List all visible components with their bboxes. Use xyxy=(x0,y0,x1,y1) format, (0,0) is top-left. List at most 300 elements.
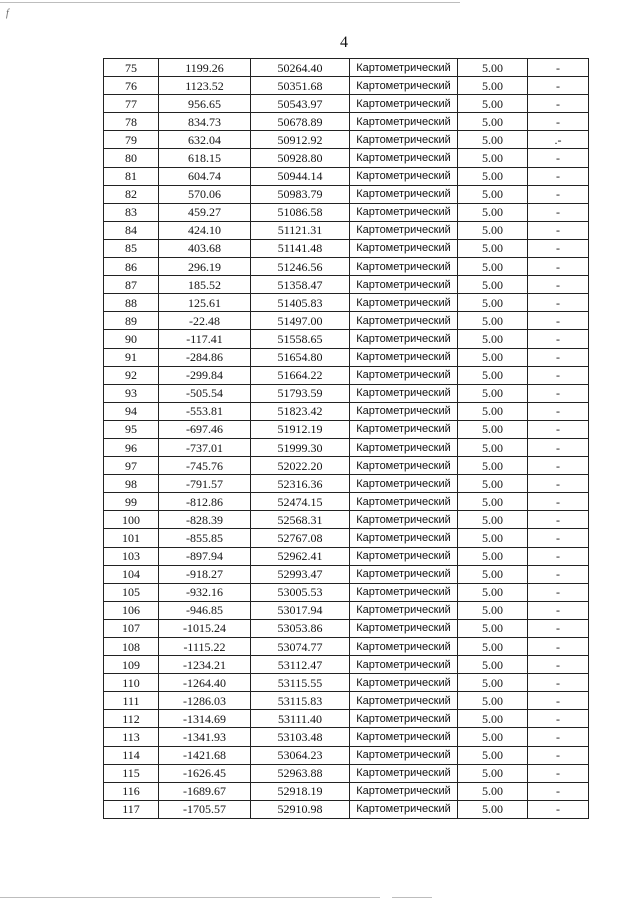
table-row xyxy=(104,276,589,294)
x-coordinate-cell: 618.15 xyxy=(159,149,251,167)
table-row xyxy=(104,692,589,710)
method-cell: Картометрический xyxy=(350,239,458,257)
method-cell: Картометрический xyxy=(350,438,458,456)
x-coordinate-cell: -553.81 xyxy=(159,402,251,420)
y-coordinate-cell: 51358.47 xyxy=(251,276,350,294)
y-coordinate-cell: 52474.15 xyxy=(251,493,350,511)
x-coordinate-cell: -897.94 xyxy=(159,547,251,565)
point-number-cell: 111 xyxy=(104,692,159,710)
table-row xyxy=(104,565,589,583)
accuracy-cell: 5.00 xyxy=(458,511,528,529)
accuracy-cell: 5.00 xyxy=(458,258,528,276)
note-cell: - xyxy=(528,710,589,728)
table-row xyxy=(104,312,589,330)
point-number-cell: 85 xyxy=(104,239,159,257)
point-number-cell: 117 xyxy=(104,800,159,818)
y-coordinate-cell: 53111.40 xyxy=(251,710,350,728)
x-coordinate-cell: -1234.21 xyxy=(159,656,251,674)
table-row xyxy=(104,764,589,782)
note-cell: - xyxy=(528,619,589,637)
accuracy-cell: 5.00 xyxy=(458,185,528,203)
point-number-cell: 96 xyxy=(104,438,159,456)
method-cell: Картометрический xyxy=(350,384,458,402)
table-row xyxy=(104,59,589,77)
accuracy-cell: 5.00 xyxy=(458,764,528,782)
point-number-cell: 113 xyxy=(104,728,159,746)
accuracy-cell: 5.00 xyxy=(458,59,528,77)
x-coordinate-cell: 424.10 xyxy=(159,221,251,239)
accuracy-cell: 5.00 xyxy=(458,493,528,511)
table-row xyxy=(104,203,589,221)
point-number-cell: 87 xyxy=(104,276,159,294)
point-number-cell: 104 xyxy=(104,565,159,583)
method-cell: Картометрический xyxy=(350,601,458,619)
table-row xyxy=(104,638,589,656)
x-coordinate-cell: -1286.03 xyxy=(159,692,251,710)
point-number-cell: 116 xyxy=(104,782,159,800)
note-cell: - xyxy=(528,384,589,402)
x-coordinate-cell: -812.86 xyxy=(159,493,251,511)
point-number-cell: 91 xyxy=(104,348,159,366)
accuracy-cell: 5.00 xyxy=(458,529,528,547)
table-body xyxy=(104,59,589,819)
table-row xyxy=(104,185,589,203)
method-cell: Картометрический xyxy=(350,692,458,710)
y-coordinate-cell: 51793.59 xyxy=(251,384,350,402)
y-coordinate-cell: 51086.58 xyxy=(251,203,350,221)
point-number-cell: 78 xyxy=(104,113,159,131)
table-row xyxy=(104,95,589,113)
table-row xyxy=(104,529,589,547)
table-row xyxy=(104,728,589,746)
point-number-cell: 112 xyxy=(104,710,159,728)
y-coordinate-cell: 52568.31 xyxy=(251,511,350,529)
point-number-cell: 84 xyxy=(104,221,159,239)
method-cell: Картометрический xyxy=(350,131,458,149)
accuracy-cell: 5.00 xyxy=(458,203,528,221)
method-cell: Картометрический xyxy=(350,294,458,312)
table-row xyxy=(104,457,589,475)
note-cell: - xyxy=(528,583,589,601)
bottom-divider xyxy=(0,897,380,898)
table-row xyxy=(104,77,589,95)
x-coordinate-cell: -932.16 xyxy=(159,583,251,601)
note-cell: - xyxy=(528,601,589,619)
point-number-cell: 101 xyxy=(104,529,159,547)
point-number-cell: 103 xyxy=(104,547,159,565)
note-cell: - xyxy=(528,493,589,511)
x-coordinate-cell: -737.01 xyxy=(159,438,251,456)
coordinates-table xyxy=(103,58,589,819)
note-cell: - xyxy=(528,95,589,113)
note-cell: - xyxy=(528,366,589,384)
method-cell: Картометрический xyxy=(350,221,458,239)
x-coordinate-cell: -1689.67 xyxy=(159,782,251,800)
table-row xyxy=(104,384,589,402)
note-cell: - xyxy=(528,167,589,185)
table-row xyxy=(104,221,589,239)
accuracy-cell: 5.00 xyxy=(458,565,528,583)
accuracy-cell: 5.00 xyxy=(458,348,528,366)
method-cell: Картометрический xyxy=(350,529,458,547)
y-coordinate-cell: 52910.98 xyxy=(251,800,350,818)
point-number-cell: 92 xyxy=(104,366,159,384)
table-row xyxy=(104,330,589,348)
x-coordinate-cell: -918.27 xyxy=(159,565,251,583)
y-coordinate-cell: 50351.68 xyxy=(251,77,350,95)
accuracy-cell: 5.00 xyxy=(458,276,528,294)
method-cell: Картометрический xyxy=(350,782,458,800)
method-cell: Картометрический xyxy=(350,511,458,529)
y-coordinate-cell: 52963.88 xyxy=(251,764,350,782)
y-coordinate-cell: 50678.89 xyxy=(251,113,350,131)
y-coordinate-cell: 52918.19 xyxy=(251,782,350,800)
method-cell: Картометрический xyxy=(350,276,458,294)
note-cell: - xyxy=(528,692,589,710)
x-coordinate-cell: 296.19 xyxy=(159,258,251,276)
point-number-cell: 105 xyxy=(104,583,159,601)
note-cell: - xyxy=(528,59,589,77)
x-coordinate-cell: 604.74 xyxy=(159,167,251,185)
method-cell: Картометрический xyxy=(350,113,458,131)
x-coordinate-cell: 632.04 xyxy=(159,131,251,149)
point-number-cell: 110 xyxy=(104,674,159,692)
x-coordinate-cell: -1341.93 xyxy=(159,728,251,746)
accuracy-cell: 5.00 xyxy=(458,384,528,402)
table-row xyxy=(104,402,589,420)
note-cell: - xyxy=(528,276,589,294)
table-row xyxy=(104,656,589,674)
y-coordinate-cell: 51558.65 xyxy=(251,330,350,348)
accuracy-cell: 5.00 xyxy=(458,402,528,420)
y-coordinate-cell: 50928.80 xyxy=(251,149,350,167)
note-cell: - xyxy=(528,475,589,493)
note-cell: - xyxy=(528,312,589,330)
accuracy-cell: 5.00 xyxy=(458,239,528,257)
table-row xyxy=(104,113,589,131)
table-row xyxy=(104,348,589,366)
point-number-cell: 93 xyxy=(104,384,159,402)
table-row xyxy=(104,258,589,276)
accuracy-cell: 5.00 xyxy=(458,601,528,619)
accuracy-cell: 5.00 xyxy=(458,547,528,565)
point-number-cell: 95 xyxy=(104,420,159,438)
y-coordinate-cell: 52022.20 xyxy=(251,457,350,475)
y-coordinate-cell: 51497.00 xyxy=(251,312,350,330)
table-row xyxy=(104,420,589,438)
x-coordinate-cell: -1115.22 xyxy=(159,638,251,656)
note-cell: .- xyxy=(528,131,589,149)
y-coordinate-cell: 50983.79 xyxy=(251,185,350,203)
point-number-cell: 83 xyxy=(104,203,159,221)
x-coordinate-cell: 956.65 xyxy=(159,95,251,113)
point-number-cell: 108 xyxy=(104,638,159,656)
table-row xyxy=(104,438,589,456)
x-coordinate-cell: -1705.57 xyxy=(159,800,251,818)
method-cell: Картометрический xyxy=(350,493,458,511)
note-cell: - xyxy=(528,511,589,529)
point-number-cell: 94 xyxy=(104,402,159,420)
method-cell: Картометрический xyxy=(350,312,458,330)
x-coordinate-cell: -791.57 xyxy=(159,475,251,493)
table-row xyxy=(104,710,589,728)
x-coordinate-cell: 185.52 xyxy=(159,276,251,294)
note-cell: - xyxy=(528,529,589,547)
top-divider xyxy=(0,2,460,3)
point-number-cell: 90 xyxy=(104,330,159,348)
x-coordinate-cell: 570.06 xyxy=(159,185,251,203)
note-cell: - xyxy=(528,674,589,692)
point-number-cell: 77 xyxy=(104,95,159,113)
note-cell: - xyxy=(528,728,589,746)
accuracy-cell: 5.00 xyxy=(458,710,528,728)
note-cell: - xyxy=(528,656,589,674)
note-cell: - xyxy=(528,547,589,565)
accuracy-cell: 5.00 xyxy=(458,656,528,674)
accuracy-cell: 5.00 xyxy=(458,692,528,710)
accuracy-cell: 5.00 xyxy=(458,728,528,746)
y-coordinate-cell: 51246.56 xyxy=(251,258,350,276)
y-coordinate-cell: 53103.48 xyxy=(251,728,350,746)
y-coordinate-cell: 53053.86 xyxy=(251,619,350,637)
method-cell: Картометрический xyxy=(350,710,458,728)
accuracy-cell: 5.00 xyxy=(458,619,528,637)
table-row xyxy=(104,511,589,529)
note-cell: - xyxy=(528,258,589,276)
y-coordinate-cell: 52993.47 xyxy=(251,565,350,583)
y-coordinate-cell: 51121.31 xyxy=(251,221,350,239)
note-cell: - xyxy=(528,457,589,475)
table-row xyxy=(104,800,589,818)
accuracy-cell: 5.00 xyxy=(458,312,528,330)
table-row xyxy=(104,601,589,619)
accuracy-cell: 5.00 xyxy=(458,95,528,113)
point-number-cell: 89 xyxy=(104,312,159,330)
y-coordinate-cell: 51664.22 xyxy=(251,366,350,384)
y-coordinate-cell: 51141.48 xyxy=(251,239,350,257)
point-number-cell: 106 xyxy=(104,601,159,619)
accuracy-cell: 5.00 xyxy=(458,420,528,438)
accuracy-cell: 5.00 xyxy=(458,294,528,312)
table-row xyxy=(104,493,589,511)
x-coordinate-cell: 834.73 xyxy=(159,113,251,131)
x-coordinate-cell: -117.41 xyxy=(159,330,251,348)
method-cell: Картометрический xyxy=(350,77,458,95)
method-cell: Картометрический xyxy=(350,728,458,746)
accuracy-cell: 5.00 xyxy=(458,674,528,692)
x-coordinate-cell: 403.68 xyxy=(159,239,251,257)
accuracy-cell: 5.00 xyxy=(458,149,528,167)
point-number-cell: 81 xyxy=(104,167,159,185)
y-coordinate-cell: 52962.41 xyxy=(251,547,350,565)
method-cell: Картометрический xyxy=(350,619,458,637)
page-number: 4 xyxy=(340,34,348,51)
y-coordinate-cell: 51999.30 xyxy=(251,438,350,456)
x-coordinate-cell: -284.86 xyxy=(159,348,251,366)
accuracy-cell: 5.00 xyxy=(458,475,528,493)
point-number-cell: 79 xyxy=(104,131,159,149)
x-coordinate-cell: -946.85 xyxy=(159,601,251,619)
accuracy-cell: 5.00 xyxy=(458,583,528,601)
note-cell: - xyxy=(528,221,589,239)
note-cell: - xyxy=(528,294,589,312)
y-coordinate-cell: 53017.94 xyxy=(251,601,350,619)
x-coordinate-cell: -1626.45 xyxy=(159,764,251,782)
y-coordinate-cell: 51912.19 xyxy=(251,420,350,438)
accuracy-cell: 5.00 xyxy=(458,221,528,239)
point-number-cell: 99 xyxy=(104,493,159,511)
x-coordinate-cell: 1199.26 xyxy=(159,59,251,77)
point-number-cell: 98 xyxy=(104,475,159,493)
method-cell: Картометрический xyxy=(350,475,458,493)
y-coordinate-cell: 51823.42 xyxy=(251,402,350,420)
note-cell: - xyxy=(528,77,589,95)
x-coordinate-cell: -745.76 xyxy=(159,457,251,475)
table-row xyxy=(104,294,589,312)
y-coordinate-cell: 53074.77 xyxy=(251,638,350,656)
point-number-cell: 100 xyxy=(104,511,159,529)
point-number-cell: 109 xyxy=(104,656,159,674)
table-row xyxy=(104,239,589,257)
method-cell: Картометрический xyxy=(350,59,458,77)
bottom-divider-short xyxy=(392,897,432,898)
table-row xyxy=(104,131,589,149)
point-number-cell: 114 xyxy=(104,746,159,764)
x-coordinate-cell: -1264.40 xyxy=(159,674,251,692)
accuracy-cell: 5.00 xyxy=(458,638,528,656)
accuracy-cell: 5.00 xyxy=(458,457,528,475)
note-cell: - xyxy=(528,402,589,420)
note-cell: - xyxy=(528,420,589,438)
point-number-cell: 82 xyxy=(104,185,159,203)
accuracy-cell: 5.00 xyxy=(458,77,528,95)
note-cell: - xyxy=(528,330,589,348)
point-number-cell: 80 xyxy=(104,149,159,167)
y-coordinate-cell: 50543.97 xyxy=(251,95,350,113)
point-number-cell: 97 xyxy=(104,457,159,475)
table-row xyxy=(104,782,589,800)
method-cell: Картометрический xyxy=(350,366,458,384)
x-coordinate-cell: 1123.52 xyxy=(159,77,251,95)
note-cell: - xyxy=(528,764,589,782)
note-cell: - xyxy=(528,348,589,366)
accuracy-cell: 5.00 xyxy=(458,782,528,800)
x-coordinate-cell: -855.85 xyxy=(159,529,251,547)
accuracy-cell: 5.00 xyxy=(458,330,528,348)
point-number-cell: 88 xyxy=(104,294,159,312)
method-cell: Картометрический xyxy=(350,764,458,782)
table-row xyxy=(104,583,589,601)
x-coordinate-cell: 459.27 xyxy=(159,203,251,221)
x-coordinate-cell: -505.54 xyxy=(159,384,251,402)
method-cell: Картометрический xyxy=(350,457,458,475)
method-cell: Картометрический xyxy=(350,95,458,113)
y-coordinate-cell: 50912.92 xyxy=(251,131,350,149)
note-cell: - xyxy=(528,565,589,583)
method-cell: Картометрический xyxy=(350,674,458,692)
point-number-cell: 107 xyxy=(104,619,159,637)
point-number-cell: 86 xyxy=(104,258,159,276)
table-row xyxy=(104,746,589,764)
method-cell: Картометрический xyxy=(350,420,458,438)
method-cell: Картометрический xyxy=(350,800,458,818)
note-cell: - xyxy=(528,239,589,257)
table-row xyxy=(104,619,589,637)
x-coordinate-cell: 125.61 xyxy=(159,294,251,312)
method-cell: Картометрический xyxy=(350,638,458,656)
accuracy-cell: 5.00 xyxy=(458,746,528,764)
point-number-cell: 76 xyxy=(104,77,159,95)
accuracy-cell: 5.00 xyxy=(458,113,528,131)
note-cell: - xyxy=(528,638,589,656)
y-coordinate-cell: 53064.23 xyxy=(251,746,350,764)
method-cell: Картометрический xyxy=(350,185,458,203)
method-cell: Картометрический xyxy=(350,258,458,276)
y-coordinate-cell: 52316.36 xyxy=(251,475,350,493)
method-cell: Картометрический xyxy=(350,203,458,221)
accuracy-cell: 5.00 xyxy=(458,366,528,384)
table-row xyxy=(104,366,589,384)
y-coordinate-cell: 51405.83 xyxy=(251,294,350,312)
note-cell: - xyxy=(528,782,589,800)
accuracy-cell: 5.00 xyxy=(458,167,528,185)
corner-mark: f xyxy=(6,8,9,19)
method-cell: Картометрический xyxy=(350,330,458,348)
y-coordinate-cell: 53112.47 xyxy=(251,656,350,674)
note-cell: - xyxy=(528,149,589,167)
method-cell: Картометрический xyxy=(350,746,458,764)
method-cell: Картометрический xyxy=(350,656,458,674)
note-cell: - xyxy=(528,185,589,203)
point-number-cell: 75 xyxy=(104,59,159,77)
method-cell: Картометрический xyxy=(350,402,458,420)
accuracy-cell: 5.00 xyxy=(458,131,528,149)
note-cell: - xyxy=(528,203,589,221)
y-coordinate-cell: 50944.14 xyxy=(251,167,350,185)
y-coordinate-cell: 53115.55 xyxy=(251,674,350,692)
point-number-cell: 115 xyxy=(104,764,159,782)
method-cell: Картометрический xyxy=(350,547,458,565)
table-row xyxy=(104,475,589,493)
method-cell: Картометрический xyxy=(350,348,458,366)
y-coordinate-cell: 52767.08 xyxy=(251,529,350,547)
method-cell: Картометрический xyxy=(350,149,458,167)
x-coordinate-cell: -1015.24 xyxy=(159,619,251,637)
x-coordinate-cell: -22.48 xyxy=(159,312,251,330)
x-coordinate-cell: -1421.68 xyxy=(159,746,251,764)
table-row xyxy=(104,149,589,167)
table-row xyxy=(104,167,589,185)
note-cell: - xyxy=(528,800,589,818)
x-coordinate-cell: -828.39 xyxy=(159,511,251,529)
note-cell: - xyxy=(528,746,589,764)
accuracy-cell: 5.00 xyxy=(458,800,528,818)
note-cell: - xyxy=(528,113,589,131)
method-cell: Картометрический xyxy=(350,583,458,601)
accuracy-cell: 5.00 xyxy=(458,438,528,456)
x-coordinate-cell: -299.84 xyxy=(159,366,251,384)
y-coordinate-cell: 51654.80 xyxy=(251,348,350,366)
table-row xyxy=(104,674,589,692)
method-cell: Картометрический xyxy=(350,167,458,185)
y-coordinate-cell: 53005.53 xyxy=(251,583,350,601)
y-coordinate-cell: 53115.83 xyxy=(251,692,350,710)
method-cell: Картометрический xyxy=(350,565,458,583)
y-coordinate-cell: 50264.40 xyxy=(251,59,350,77)
note-cell: - xyxy=(528,438,589,456)
x-coordinate-cell: -1314.69 xyxy=(159,710,251,728)
table-row xyxy=(104,547,589,565)
